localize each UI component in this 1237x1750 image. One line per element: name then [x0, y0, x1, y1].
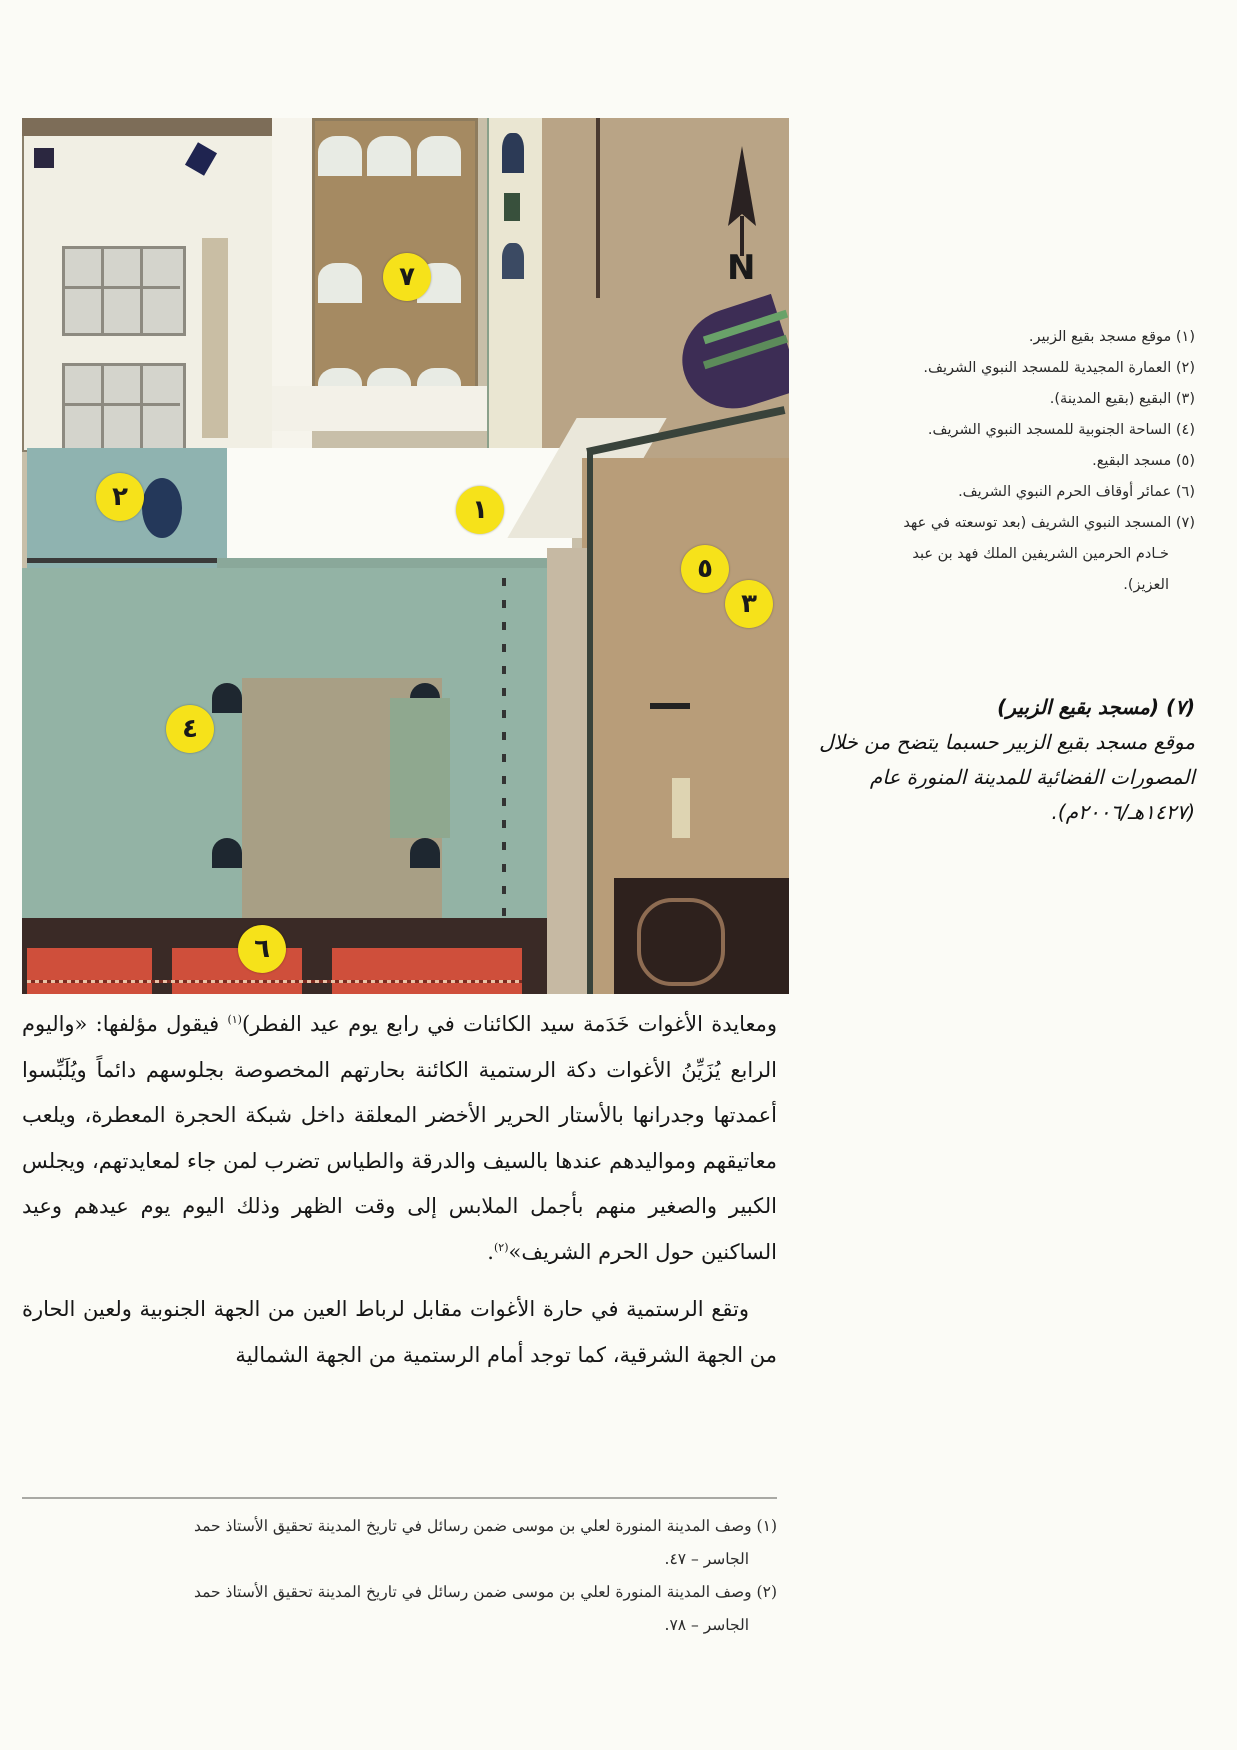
map-legend	[805, 322, 1195, 601]
map-marker-3: ٣	[725, 580, 773, 628]
map-marker-5: ٥	[681, 545, 729, 593]
satellite-map-image	[22, 118, 789, 994]
legend-item: (٤) الساحة الجنوبية للمسجد النبوي الشريف.	[927, 422, 1195, 438]
footnote-separator	[22, 1497, 777, 1499]
map-marker-4: ٤	[166, 705, 214, 753]
legend-item: (٥) مسجد البقيع.	[1092, 453, 1195, 469]
figure-caption	[805, 690, 1195, 830]
footnote-1: (١) وصف المدينة المنورة لعلي بن موسى ضمن رسائل في تاريخ المدينة تحقيق الأستاذ حمد	[193, 1517, 777, 1535]
footnote-2-cont: الجاسر – ٧٨.	[664, 1616, 749, 1634]
footnote-ref-2[interactable]: (٢)	[493, 1240, 509, 1254]
paragraph: وتقع الرستمية في حارة الأغوات مقابل لرباط العين من الجهة الجنوبية ولعين الحارة من الجهة الشرقية، كما توجد أمام الرستمية من الجهة الشمالية	[22, 1297, 777, 1367]
footnote-1-cont: الجاسر – ٤٧.	[664, 1550, 749, 1568]
figure-caption-title: (٧) (مسجد بقيع الزبير)	[997, 695, 1195, 719]
legend-item: (١) موقع مسجد بقيع الزبير.	[1028, 329, 1195, 345]
legend-item-continuation: خـادم الحرمين الشريفين الملك فهد بن عبد	[912, 546, 1169, 562]
legend-item: (٧) المسجد النبوي الشريف (بعد توسعته في عهد	[903, 515, 1195, 531]
legend-item: (٣) البقيع (بقيع المدينة).	[1049, 391, 1195, 407]
legend-item: (٦) عمائر أوقاف الحرم النبوي الشريف.	[958, 484, 1195, 500]
map-marker-2: ٢	[96, 473, 144, 521]
paragraph: ومعايدة الأغوات خَدَمة سيد الكائنات في رابع يوم عيد الفطر)$^{(١)}$ فيقول مؤلفها: «واليوم الرابع يُزَيِّنُ الأغوات دكة الرستمية الكائنة بحارتهم المخصوصة بجلوسهم دائماً ويُلَبِّسوا أعمدتها وجدرانها بالأستار الحرير الأخضر المعلقة داخل شبكة الحجرة المعطرة، ويلعب معاتيقهم ومواليدهم عندها بالسيف والدرقة والطياس تضرب لمن جاء لمعايدتهم، ويجلس الكبير والصغير منهم بأجمل الملابس إلى وقت الظهر وذلك اليوم يوم عيدهم وعيد الساكنين حول الحرم الشريف»$^{(٢)}$.	[22, 1012, 777, 1264]
body-text	[22, 1002, 777, 1378]
map-marker-6: ٦	[238, 925, 286, 973]
map-marker-1: ١	[456, 486, 504, 534]
footnotes	[22, 1510, 777, 1642]
map-marker-7: ٧	[383, 253, 431, 301]
footnote-2: (٢) وصف المدينة المنورة لعلي بن موسى ضمن رسائل في تاريخ المدينة تحقيق الأستاذ حمد	[193, 1583, 777, 1601]
figure-caption-text: موقع مسجد بقيع الزبير حسبما يتضح من خلال المصورات الفضائية للمدينة المنورة عام (١٤٢٧هـ/٢٠٠٦م).	[819, 730, 1195, 824]
footnote-ref-1[interactable]: (١)	[227, 1013, 242, 1026]
legend-item-continuation: العزيز).	[1123, 577, 1169, 593]
north-label: N	[727, 248, 756, 288]
legend-item: (٢) العمارة المجيدية للمسجد النبوي الشريف.	[923, 360, 1195, 376]
